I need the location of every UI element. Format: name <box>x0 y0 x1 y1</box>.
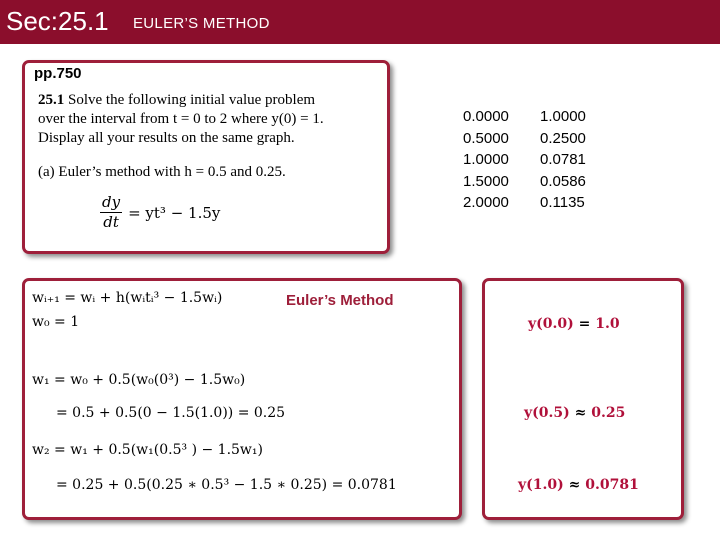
page-reference: pp.750 <box>34 65 82 82</box>
y-value: 1.0000 <box>540 108 586 125</box>
t-value: 2.0000 <box>463 194 509 211</box>
result-row <box>528 316 620 332</box>
initial-condition: w₀ = 1 <box>32 314 80 330</box>
method-title: Euler’s Method <box>286 292 394 309</box>
result-label: y(0.0) <box>528 316 574 332</box>
result-value: 1.0 <box>595 316 620 332</box>
problem-text-line2: over the interval from t = 0 to 2 where y(0) = 1. <box>38 111 324 127</box>
result-label: y(0.5) <box>524 405 570 421</box>
y-value: 0.2500 <box>540 129 586 147</box>
result-value: 0.25 <box>591 405 626 421</box>
result-row <box>524 405 625 421</box>
t-value: 1.0000 <box>463 151 509 168</box>
result-operator: = <box>578 316 591 332</box>
t-value: 1.5000 <box>463 172 509 190</box>
result-operator: ≈ <box>574 405 587 421</box>
result-value: 0.0781 <box>585 477 639 493</box>
problem-text-line3: Display all your results on the same graph. <box>38 130 295 146</box>
t-column <box>463 106 509 214</box>
step1-formula: w₁ = w₀ + 0.5(w₀(0³) − 1.5w₀) <box>32 372 246 388</box>
problem-statement <box>38 91 388 148</box>
t-value: 0.5000 <box>463 129 509 147</box>
derivative-fraction <box>100 193 122 232</box>
result-operator: ≈ <box>568 477 581 493</box>
euler-formula: wᵢ₊₁ = wᵢ + h(wᵢtᵢ³ − 1.5wᵢ) <box>32 290 223 306</box>
y-value: 0.0586 <box>540 172 586 190</box>
y-value: 0.0781 <box>540 151 586 168</box>
problem-number: 25.1 <box>38 92 65 108</box>
ode-rhs: = yt³ − 1.5y <box>128 203 221 222</box>
t-value: 0.0000 <box>463 108 509 125</box>
fraction-numerator: dy <box>102 193 121 211</box>
part-a-text: Euler’s method with h = 0.5 and 0.25. <box>58 164 286 180</box>
section-topic: EULER’S METHOD <box>133 15 270 32</box>
step2-result: = 0.25 + 0.5(0.25 ∗ 0.5³ − 1.5 ∗ 0.25) = 0.0781 <box>56 477 397 493</box>
fraction-denominator: dt <box>103 213 119 231</box>
part-a <box>38 164 286 181</box>
part-a-label: (a) <box>38 164 55 180</box>
problem-text-line1: Solve the following initial value problem <box>68 92 316 108</box>
section-number: Sec:25.1 <box>6 6 109 36</box>
y-column <box>540 106 586 214</box>
title-bar <box>0 0 720 44</box>
y-value: 0.1135 <box>540 194 585 211</box>
step2-formula: w₂ = w₁ + 0.5(w₁(0.5³ ) − 1.5w₁) <box>32 442 263 458</box>
result-label: y(1.0) <box>518 477 564 493</box>
ode-equation <box>100 193 220 232</box>
result-row <box>518 477 639 493</box>
step1-result: = 0.5 + 0.5(0 − 1.5(1.0)) = 0.25 <box>56 405 286 421</box>
